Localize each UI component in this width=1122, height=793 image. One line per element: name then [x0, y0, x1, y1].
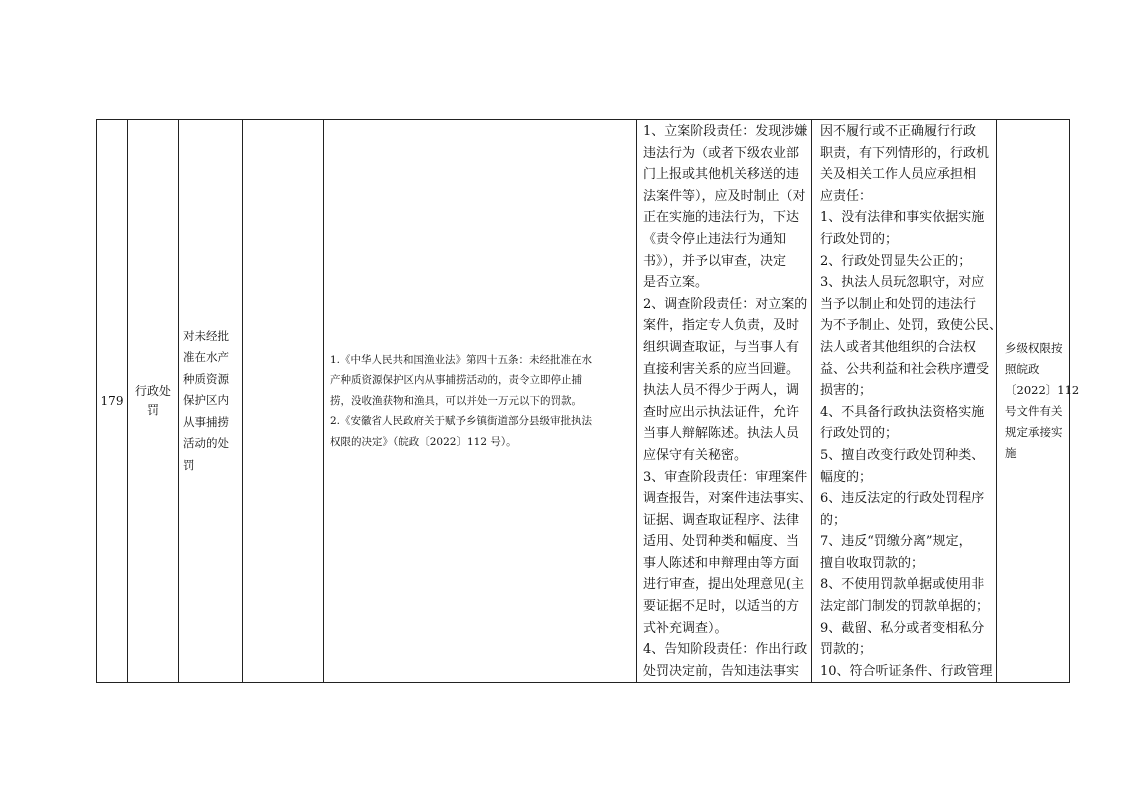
row-number: 179 — [100, 394, 124, 409]
item-name-line: 活动的处 — [183, 436, 229, 451]
accountability-line: 为不予制止、处罚，致使公民、 — [820, 318, 1003, 334]
responsibility-line: 处罚决定前，告知违法事实 — [643, 663, 800, 679]
accountability-line: 擅自收取罚款的； — [820, 555, 925, 571]
accountability-line: 5、擅自改变行政处罚种类、 — [820, 447, 985, 463]
item-name-line: 对未经批 — [183, 328, 229, 343]
accountability-line: 6、违反法定的行政处罚程序 — [820, 491, 985, 507]
item-name-cell — [179, 120, 243, 683]
responsibility-line: 式补充调查）。 — [643, 620, 728, 636]
remark-line: 〔2022〕112 — [1005, 383, 1080, 398]
accountability-line: 应责任： — [820, 188, 873, 204]
item-name-line: 种质资源 — [183, 371, 229, 386]
responsibility-line: 正在实施的违法行为，下达 — [643, 210, 800, 226]
power-type-cell — [128, 120, 179, 683]
remark-line: 施 — [1005, 446, 1017, 461]
accountability-line: 幅度的； — [820, 469, 873, 485]
responsibility-line: 要证据不足时，以适当的方 — [643, 599, 800, 615]
responsibility-line: 执法人员不得少于两人，调 — [643, 383, 800, 399]
accountability-line: 当予以制止和处罚的违法行 — [820, 296, 977, 312]
legal-basis-line: 2.《安徽省人民政府关于赋予乡镇街道部分县级审批执法 — [330, 415, 593, 428]
accountability-line: 9、截留、私分或者变相私分 — [820, 620, 985, 636]
accountability-circumstances — [812, 120, 1003, 682]
item-name-line: 准在水产 — [183, 350, 229, 365]
responsibility-line: 4、告知阶段责任：作出行政 — [643, 642, 808, 658]
responsibility-line: 直接利害关系的应当回避。 — [643, 361, 800, 377]
responsibility-line: 门上报或其他机关移送的违 — [643, 167, 800, 183]
accountability-line: 损害的； — [820, 383, 873, 399]
responsibility-line: 违法行为（或者下级农业部 — [643, 145, 800, 161]
accountability-line: 职责，有下列情形的，行政机 — [820, 145, 990, 161]
responsibility-line: 《责令停止违法行为通知 — [643, 231, 787, 247]
legal-basis-line: 1.《中华人民共和国渔业法》第四十五条：未经批准在水 — [330, 353, 593, 366]
table-row — [97, 120, 1070, 683]
responsibility-line: 2、调查阶段责任：对立案的 — [643, 296, 808, 312]
responsibility-line: 3、审查阶段责任：审理案件 — [643, 469, 808, 485]
item-name-line: 保护区内 — [183, 393, 229, 408]
power-type-line: 行政处 — [134, 384, 171, 399]
responsibility-line: 1、立案阶段责任：发现涉嫌 — [643, 124, 808, 139]
responsibility-matters — [637, 120, 811, 682]
remark-line: 照皖政 — [1005, 362, 1040, 377]
accountability-line: 关及相关工作人员应承担相 — [820, 167, 977, 183]
power-list-table — [96, 119, 1080, 683]
legal-basis — [324, 350, 636, 453]
accountability-line: 行政处罚的； — [820, 426, 899, 442]
item-name — [179, 326, 242, 477]
remark — [997, 338, 1080, 464]
accountability-line: 法定部门制发的罚款单据的； — [820, 599, 990, 615]
remark-line: 规定承接实 — [1005, 425, 1063, 440]
accountability-line: 益、公共利益和社会秩序遭受 — [820, 361, 990, 377]
responsibility-line: 案件，指定专人负责，及时 — [643, 318, 800, 334]
item-name-line: 罚 — [183, 457, 195, 472]
responsibility-line: 进行审查，提出处理意见(主 — [643, 577, 805, 593]
accountability-line: 2、行政处罚显失公正的； — [820, 253, 972, 269]
accountability-line: 10、符合听证条件、行政管理 — [820, 663, 993, 679]
responsibility-line: 法案件等），应及时制止（对 — [643, 188, 806, 204]
responsibility-line: 查时应出示执法证件，允许 — [643, 404, 800, 420]
accountability-line: 因不履行或不正确履行行政 — [820, 124, 977, 139]
responsibility-line: 应保守有关秘密。 — [643, 447, 748, 463]
power-type-line: 罚 — [146, 403, 159, 418]
legal-basis-line: 权限的决定》（皖政〔2022〕112 号）。 — [330, 435, 517, 448]
legal-basis-line: 产种质资源保护区内从事捕捞活动的，责令立即停止捕 — [330, 374, 582, 387]
accountability-line: 4、不具备行政执法资格实施 — [820, 404, 985, 420]
power-type — [128, 382, 178, 420]
legal-basis-cell — [324, 120, 637, 683]
responsibility-line: 证据、调查取证程序、法律 — [643, 512, 800, 528]
accountability-cell — [812, 120, 1003, 683]
remark-line: 乡级权限按 — [1005, 341, 1063, 356]
responsibility-cell — [637, 120, 812, 683]
remark-line: 号文件有关 — [1005, 404, 1063, 419]
responsibility-line: 调查报告，对案件违法事实、 — [643, 491, 813, 507]
legal-basis-line: 捞，没收渔获物和渔具，可以并处一万元以下的罚款。 — [330, 394, 582, 407]
accountability-line: 行政处罚的； — [820, 231, 899, 247]
accountability-line: 8、不使用罚款单据或使用非 — [820, 577, 985, 593]
item-name-line: 从事捕捞 — [183, 414, 229, 429]
responsibility-line: 是否立案。 — [643, 275, 709, 291]
responsibility-line: 书》），并予以审查，决定 — [643, 253, 787, 269]
remark-cell — [997, 120, 1080, 683]
responsibility-line: 事人陈述和申辩理由等方面 — [643, 555, 800, 571]
accountability-line: 3、执法人员玩忽职守，对应 — [820, 275, 985, 291]
responsibility-line: 组织调查取证，与当事人有 — [643, 339, 800, 355]
accountability-line: 1、没有法律和事实依据实施 — [820, 210, 985, 226]
responsibility-line: 适用、处罚种类和幅度、当 — [643, 534, 800, 550]
accountability-line: 的； — [820, 512, 847, 528]
accountability-line: 7、违反“罚缴分离”规定， — [820, 534, 972, 550]
accountability-line: 罚款的； — [820, 642, 873, 658]
responsibility-line: 当事人辩解陈述。执法人员 — [643, 426, 800, 442]
accountability-line: 法人或者其他组织的合法权 — [820, 339, 977, 355]
row-number-cell — [97, 120, 128, 683]
blank-cell — [243, 120, 324, 683]
